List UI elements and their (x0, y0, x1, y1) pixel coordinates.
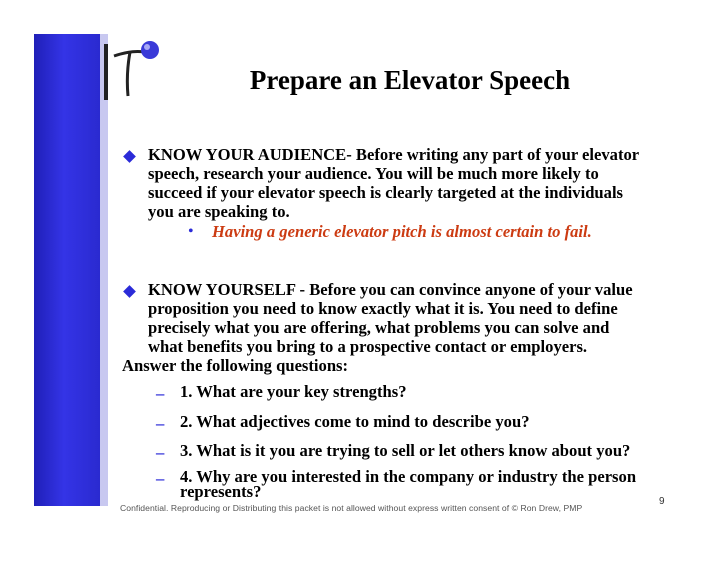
bullet-line: what benefits you bring to a prospective contact or employers. (148, 337, 588, 356)
question-item: 3. What is it you are trying to sell or let others know about you? (180, 441, 631, 460)
bullet-line: succeed if your elevator speech is clearly targeted at the individuals (148, 183, 624, 202)
dash-icon: – (156, 384, 165, 403)
slide-title: Prepare an Elevator Speech (249, 65, 571, 95)
confidential-footer: Confidential. Reproducing or Distributing this packet is not allowed without express written consent of © Ron Drew, PMP (120, 503, 583, 513)
bullet-diamond-icon (123, 150, 136, 163)
dash-icon: – (156, 414, 165, 433)
bullet-diamond-icon (123, 285, 136, 298)
sub-bullet-dot-icon: • (188, 223, 194, 240)
slide-side-bar (34, 34, 100, 506)
microphone-icon (104, 38, 164, 100)
bullet-line: you are speaking to. (148, 202, 290, 221)
bullet-line: speech, research your audience. You will be much more likely to (148, 164, 599, 183)
question-item-continuation: represents? (180, 482, 262, 501)
answer-heading: Answer the following questions: (122, 356, 349, 375)
question-item: 2. What adjectives come to mind to describe you? (180, 412, 530, 431)
question-item: 1. What are your key strengths? (180, 382, 407, 401)
bullet-line: KNOW YOURSELF - Before you can convince anyone of your value (148, 280, 633, 299)
question-item: 4. Why are you interested in the company or industry the person (180, 467, 637, 486)
bullet-line: proposition you need to know exactly what it is. You need to define (148, 299, 618, 318)
sub-point-warning: Having a generic elevator pitch is almost certain to fail. (212, 222, 592, 241)
dash-icon: – (156, 469, 165, 488)
bullet-line: precisely what you are offering, what problems you can solve and (148, 318, 610, 337)
dash-icon: – (156, 443, 165, 462)
slide-side-bar-accent (100, 34, 108, 506)
bullet-line: KNOW YOUR AUDIENCE- Before writing any part of your elevator (148, 145, 640, 164)
page-number: 9 (659, 496, 665, 507)
